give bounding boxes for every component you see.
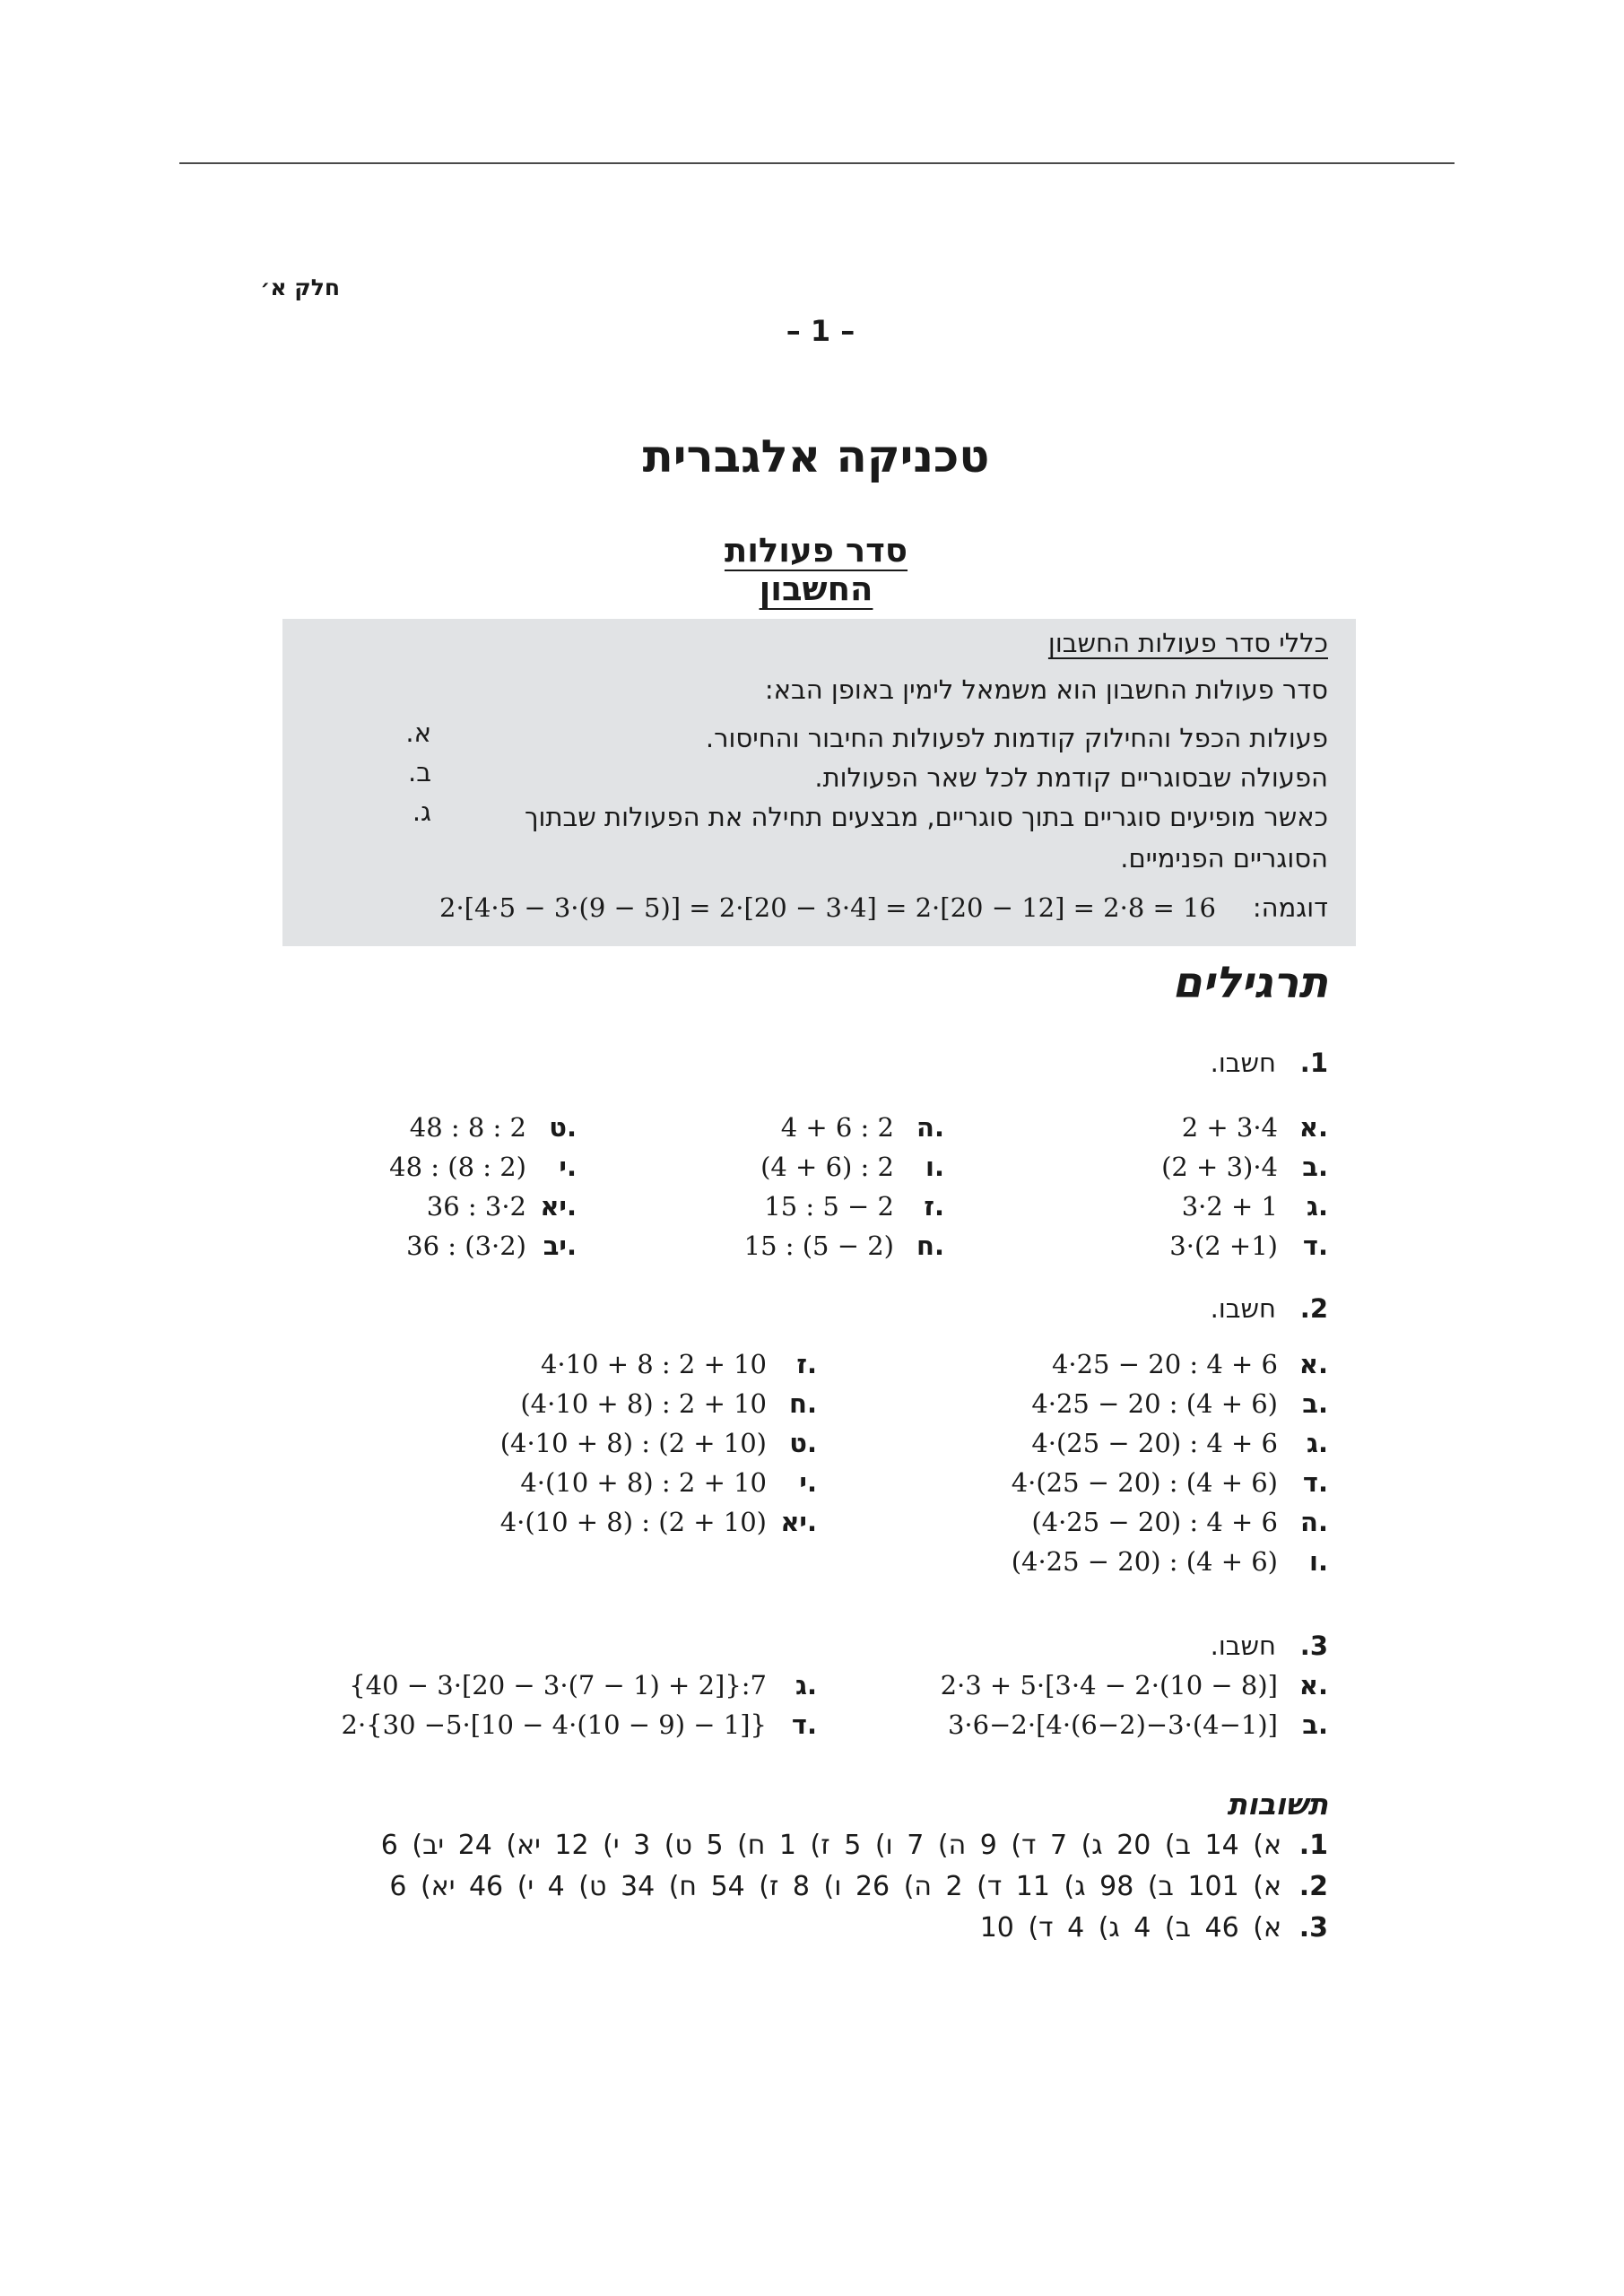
item-expression: (4 + 6) : 2 <box>760 1152 894 1182</box>
item-letter: ד. <box>791 1709 817 1740</box>
section-tag: חלק א׳ <box>260 274 340 300</box>
exercise-item <box>1161 1152 1328 1182</box>
item-letter: ב. <box>1302 1388 1328 1419</box>
item-letter: ה. <box>916 1112 944 1143</box>
exercise-item <box>941 1670 1328 1700</box>
item-expression: 4·25 − 20 : (4 + 6) <box>1031 1388 1278 1419</box>
item-letter: ג. <box>1307 1191 1328 1222</box>
rule-text: פעולות הכפל והחילוק קודמות לפעולות החיבור והחיסור. <box>705 723 1328 753</box>
item-expression: 48 : 8 : 2 <box>409 1112 526 1143</box>
exercise-item <box>541 1349 817 1379</box>
item-expression: 4·(10 + 8) : 2 + 10 <box>520 1467 767 1498</box>
item-letter: ח. <box>916 1231 944 1261</box>
answer-text: א) 101 ב) 98 ג) 11 ד) 2 ה) 26 ו) 8 ז) 54 ח) 34 ט) 4 י) 46 יא) 6 <box>389 1871 1281 1902</box>
exercise-item <box>500 1507 817 1537</box>
example-label: דוגמה: <box>1252 892 1328 923</box>
item-letter: א. <box>1298 1112 1328 1143</box>
answer-text: א) 14 ב) 20 ג) 7 ד) 9 ה) 7 ו) 5 ז) 1 ח) 5 ט) 3 י) 12 יא) 24 יב) 6 <box>380 1830 1281 1861</box>
item-letter: ז. <box>924 1191 944 1222</box>
section-subtitle: סדר פעולות החשבון <box>724 531 908 608</box>
item-letter: ח. <box>789 1388 817 1419</box>
exercise-item <box>410 1112 577 1143</box>
item-expression: 36 : 3·2 <box>426 1191 526 1222</box>
item-letter: ט. <box>549 1112 577 1143</box>
answer-row <box>381 1830 1328 1861</box>
item-expression: 3·6−2·[4·(6−2)−3·(4−1)] <box>947 1709 1278 1740</box>
exercise-item <box>1182 1112 1328 1143</box>
item-letter: א. <box>1298 1349 1328 1379</box>
exercise-instruction: חשבו. <box>1210 1293 1276 1324</box>
rule-text: כאשר מופיעים סוגריים בתוך סוגריים, מבצעים תחילה את הפעולות שבתוך הסוגריים הפנימיים. <box>524 802 1328 874</box>
top-divider <box>179 162 1455 164</box>
item-expression: (4·10 + 8) : 2 + 10 <box>520 1388 767 1419</box>
item-letter: יב. <box>543 1231 577 1261</box>
rule-letter: א. <box>405 718 431 748</box>
item-expression: 15 : 5 − 2 <box>764 1191 894 1222</box>
answer-row <box>980 1912 1328 1944</box>
item-expression: 4·(25 − 20) : 4 + 6 <box>1031 1428 1278 1458</box>
item-expression: 2 + 3·4 <box>1181 1112 1278 1143</box>
exercise-item <box>1012 1467 1328 1498</box>
exercise-item <box>760 1152 944 1182</box>
rule-letter: ג. <box>412 796 431 827</box>
exercise-item <box>500 1428 817 1458</box>
exercise-item <box>406 1231 577 1261</box>
exercises-title: תרגילים <box>1172 958 1328 1008</box>
item-letter: יא. <box>780 1507 817 1537</box>
item-letter: ב. <box>1302 1152 1328 1182</box>
exercise-item <box>1169 1231 1328 1261</box>
exercise-item <box>1012 1546 1328 1577</box>
item-expression: 4·(25 − 20) : (4 + 6) <box>1011 1467 1278 1498</box>
item-letter: ג. <box>795 1670 817 1700</box>
exercise-item <box>781 1112 944 1143</box>
item-expression: 2·{30 −5·[10 − 4·(10 − 9) − 1]} <box>341 1709 767 1740</box>
item-letter: ד. <box>1302 1467 1328 1498</box>
item-expression: 4·(10 + 8) : (2 + 10) <box>499 1507 767 1537</box>
item-expression: 4·25 − 20 : 4 + 6 <box>1051 1349 1278 1379</box>
rule-text: הפעולה שבסוגריים קודמת לכל שאר הפעולות. <box>814 762 1328 793</box>
exercise-item <box>520 1467 817 1498</box>
item-expression: (2 + 3)·4 <box>1161 1152 1278 1182</box>
answer-row <box>389 1871 1328 1902</box>
page-number: – 1 – <box>786 314 855 348</box>
answer-number: .1 <box>1298 1830 1328 1861</box>
item-letter: ז. <box>796 1349 817 1379</box>
item-letter: ג. <box>1307 1428 1328 1458</box>
exercise-item <box>1031 1388 1328 1419</box>
exercise-number: .3 <box>1299 1631 1328 1661</box>
exercise-number: .1 <box>1299 1048 1328 1078</box>
item-expression: (4·10 + 8) : (2 + 10) <box>499 1428 767 1458</box>
answer-number: .3 <box>1298 1912 1328 1944</box>
exercise-item <box>948 1709 1328 1740</box>
item-letter: ו. <box>925 1152 944 1182</box>
rules-intro: סדר פעולות החשבון הוא משמאל לימין באופן הבא: <box>764 674 1328 705</box>
item-letter: ט. <box>789 1428 817 1458</box>
rule-item <box>386 757 1328 798</box>
exercise-item <box>389 1152 577 1182</box>
answer-number: .2 <box>1298 1871 1328 1902</box>
answers-title: תשובות <box>1227 1787 1328 1822</box>
item-letter: ה. <box>1300 1507 1328 1537</box>
item-expression: 2·3 + 5·[3·4 − 2·(10 − 8)] <box>940 1670 1278 1700</box>
exercise-number: .2 <box>1299 1293 1328 1324</box>
exercise-item <box>342 1709 818 1740</box>
item-expression: 36 : (3·2) <box>406 1231 526 1261</box>
item-expression: {40 − 3·[20 − 3·(7 − 1) + 2]}:7 <box>349 1670 767 1700</box>
item-letter: ב. <box>1302 1709 1328 1740</box>
item-letter: יא. <box>540 1191 577 1222</box>
exercise-item <box>1052 1349 1328 1379</box>
item-expression: 15 : (5 − 2) <box>743 1231 894 1261</box>
answer-text: א) 46 ב) 4 ג) 4 ד) 10 <box>979 1912 1281 1944</box>
item-expression: (4·25 − 20) : 4 + 6 <box>1031 1507 1278 1537</box>
rule-letter: ב. <box>408 757 431 787</box>
item-expression: 3·2 + 1 <box>1181 1191 1278 1222</box>
rule-item <box>386 718 1328 759</box>
exercise-item <box>764 1191 944 1222</box>
rules-heading: כללי סדר פעולות החשבון <box>1047 628 1328 658</box>
exercise-instruction: חשבו. <box>1210 1631 1276 1661</box>
exercise-item <box>427 1191 577 1222</box>
item-letter: י. <box>799 1467 817 1498</box>
exercise-item <box>520 1388 817 1419</box>
item-expression: (4·25 − 20) : (4 + 6) <box>1011 1546 1278 1577</box>
item-letter: ד. <box>1302 1231 1328 1261</box>
item-letter: ו. <box>1309 1546 1328 1577</box>
exercise-item <box>744 1231 944 1261</box>
item-expression: 3·(2 +1) <box>1169 1231 1278 1261</box>
exercise-item <box>349 1670 817 1700</box>
exercise-instruction: חשבו. <box>1210 1048 1276 1078</box>
exercise-item <box>1031 1507 1328 1537</box>
item-expression: 4·10 + 8 : 2 + 10 <box>540 1349 767 1379</box>
exercise-item <box>1182 1191 1328 1222</box>
rule-item <box>386 796 1328 879</box>
example-expression: 2·[4·5 − 3·(9 − 5)] = 2·[20 − 3·4] = 2·[20 − 12] = 2·8 = 16 <box>439 892 1216 923</box>
item-expression: 48 : (8 : 2) <box>389 1152 526 1182</box>
exercise-item <box>1031 1428 1328 1458</box>
page-title: טכניקה אלגברית <box>642 430 990 483</box>
item-expression: 4 + 6 : 2 <box>780 1112 894 1143</box>
item-letter: א. <box>1298 1670 1328 1700</box>
item-letter: י. <box>559 1152 577 1182</box>
